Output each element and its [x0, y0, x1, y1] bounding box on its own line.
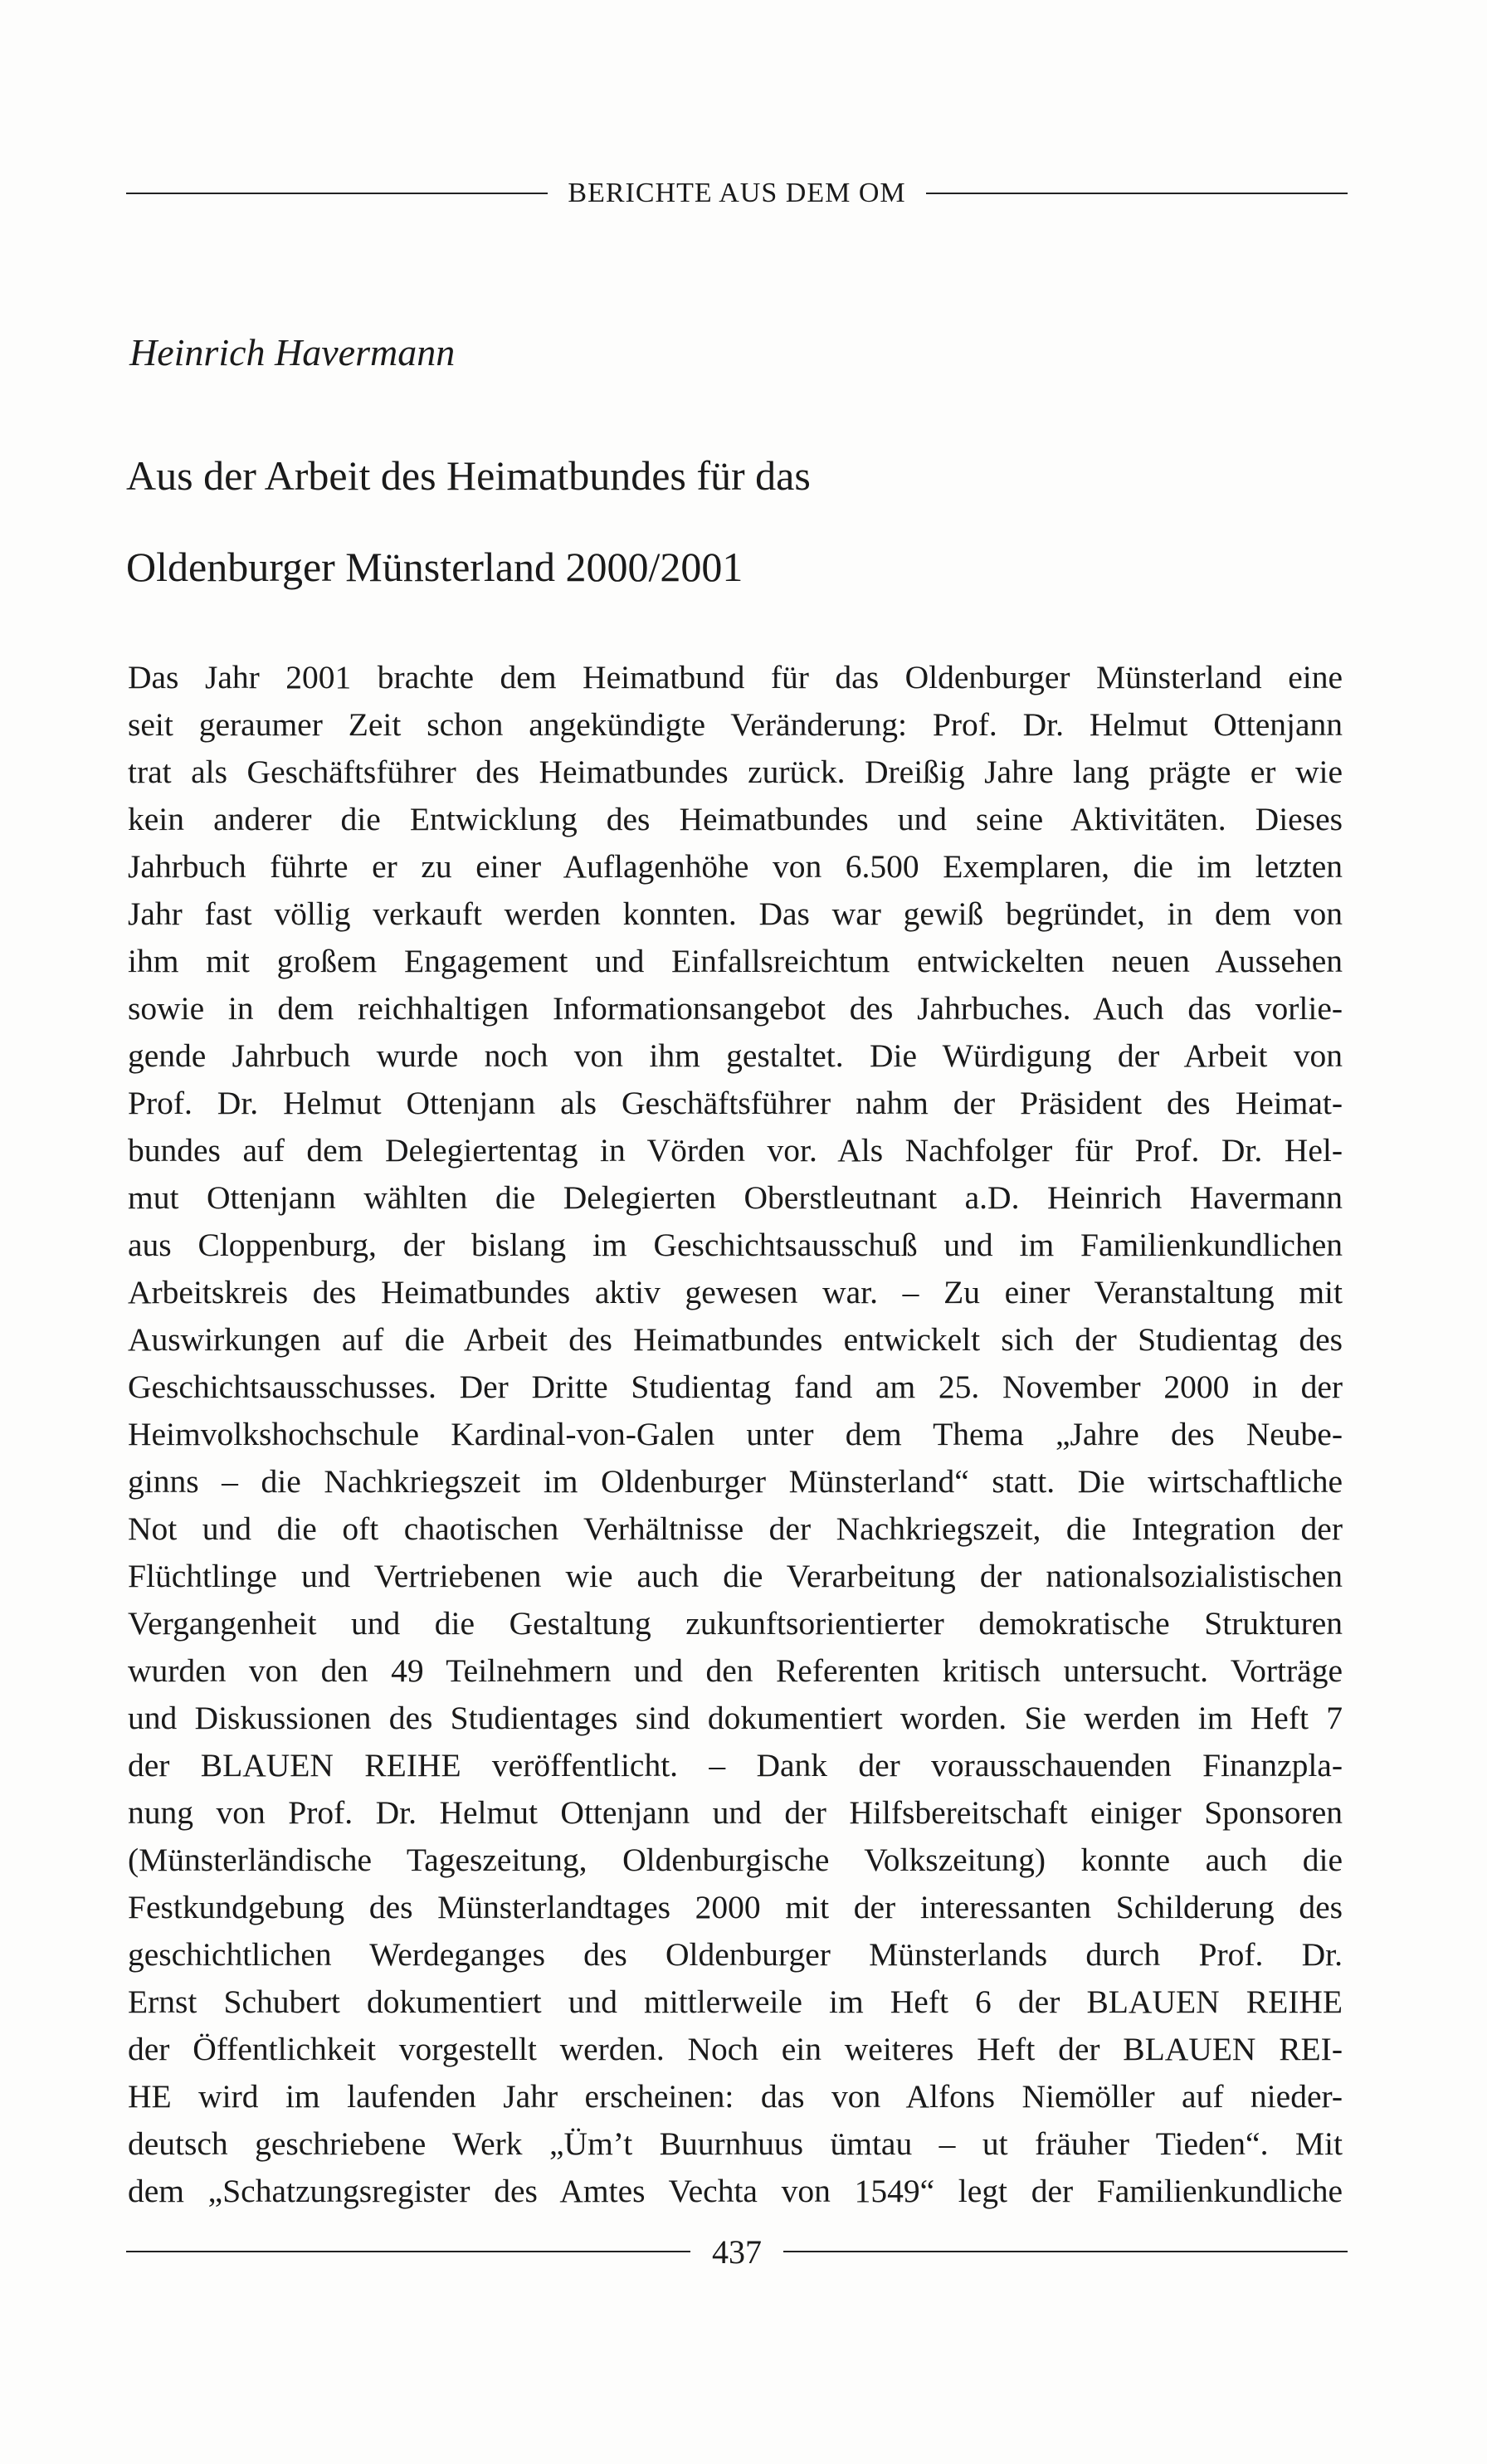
body-line: Not und die oft chaotischen Verhältnisse der Nachkriegszeit, die Integration der [128, 1510, 1343, 1547]
body-line: kein anderer die Entwicklung des Heimatbundes und seine Aktivitäten. Dieses [128, 801, 1343, 837]
body-line: und Diskussionen des Studientages sind dokumentiert worden. Sie werden im Heft 7 [128, 1700, 1343, 1736]
body-line: (Münsterländische Tageszeitung, Oldenburgische Volkszeitung) konnte auch die [128, 1842, 1343, 1878]
body-line: sowie in dem reichhaltigen Informationsangebot des Jahrbuches. Auch das vorlie- [128, 990, 1343, 1027]
body-line: HE wird im laufenden Jahr erscheinen: das von Alfons Niemöller auf nieder- [128, 2078, 1343, 2115]
body-line: Flüchtlinge und Vertriebenen wie auch die Verarbeitung der nationalsozialistischen [128, 1558, 1343, 1594]
body-line: seit geraumer Zeit schon angekündigte Veränderung: Prof. Dr. Helmut Ottenjann [128, 706, 1343, 743]
body-line: mut Ottenjann wählten die Delegierten Oberstleutnant a.D. Heinrich Havermann [128, 1179, 1343, 1216]
body-line: Das Jahr 2001 brachte dem Heimatbund für das Oldenburger Münsterland eine [128, 659, 1343, 695]
body-line: wurden von den 49 Teilnehmern und den Referenten kritisch untersucht. Vorträge [128, 1652, 1343, 1689]
body-line: trat als Geschäftsführer des Heimatbundes zurück. Dreißig Jahre lang prägte er wie [128, 754, 1343, 790]
body-line: dem „Schatzungsregister des Amtes Vechta von 1549“ legt der Familienkundliche [128, 2173, 1343, 2209]
body-line: Prof. Dr. Helmut Ottenjann als Geschäftsführer nahm der Präsident des Heimat- [128, 1085, 1343, 1121]
footer-rule-left [126, 2251, 690, 2252]
body-line: Arbeitskreis des Heimatbundes aktiv gewesen war. – Zu einer Veranstaltung mit [128, 1274, 1343, 1310]
body-line: Jahr fast völlig verkauft werden konnten. Das war gewiß begründet, in dem von [128, 895, 1343, 932]
article-body [128, 654, 1343, 2215]
body-line: ihm mit großem Engagement und Einfallsreichtum entwickelten neuen Aussehen [128, 943, 1343, 979]
body-line: Vergangenheit und die Gestaltung zukunftsorientierter demokratische Strukturen [128, 1605, 1343, 1642]
footer-rule-right [783, 2251, 1348, 2252]
body-line: Ernst Schubert dokumentiert und mittlerweile im Heft 6 der BLAUEN REIHE [128, 1983, 1343, 2020]
body-line: Heimvolkshochschule Kardinal-von-Galen unter dem Thema „Jahre des Neube- [128, 1416, 1343, 1452]
page-footer [126, 2231, 1348, 2272]
title-line: Oldenburger Münsterland 2000/2001 [126, 544, 744, 590]
body-line: Festkundgebung des Münsterlandtages 2000 mit der interessanten Schilderung des [128, 1889, 1343, 1925]
author-name: Heinrich Havermann [129, 331, 456, 373]
body-line: Jahrbuch führte er zu einer Auflagenhöhe von 6.500 Exemplaren, die im letzten [128, 848, 1343, 885]
header-rule-right [926, 193, 1348, 194]
body-line: ginns – die Nachkriegszeit im Oldenburger Münsterland“ statt. Die wirtschaftliche [128, 1463, 1343, 1500]
body-line: Geschichtsausschusses. Der Dritte Studientag fand am 25. November 2000 in der [128, 1369, 1343, 1405]
running-header [126, 173, 1348, 214]
body-line: bundes auf dem Delegiertentag in Vörden vor. Als Nachfolger für Prof. Dr. Hel- [128, 1132, 1343, 1169]
body-line: der BLAUEN REIHE veröffentlicht. – Dank der vorausschauenden Finanzpla- [128, 1747, 1343, 1783]
header-rule-left [126, 193, 548, 194]
page-number: 437 [712, 2232, 762, 2271]
article-title [126, 430, 1371, 612]
body-line: deutsch geschriebene Werk „Üm’t Buurnhuus ümtau – ut fräuher Tieden“. Mit [128, 2125, 1343, 2162]
body-line: aus Cloppenburg, der bislang im Geschichtsausschuß und im Familienkundlichen [128, 1227, 1343, 1263]
body-line: geschichtlichen Werdeganges des Oldenburger Münsterlands durch Prof. Dr. [128, 1936, 1343, 1973]
running-title: BERICHTE AUS DEM OM [568, 178, 906, 208]
body-line: der Öffentlichkeit vorgestellt werden. Noch ein weiteres Heft der BLAUEN REI- [128, 2031, 1343, 2067]
body-line: gende Jahrbuch wurde noch von ihm gestaltet. Die Würdigung der Arbeit von [128, 1037, 1343, 1074]
body-line: Auswirkungen auf die Arbeit des Heimatbundes entwickelt sich der Studientag des [128, 1321, 1343, 1358]
title-line: Aus der Arbeit des Heimatbundes für das [126, 452, 811, 499]
body-line: nung von Prof. Dr. Helmut Ottenjann und der Hilfsbereitschaft einiger Sponsoren [128, 1794, 1343, 1831]
